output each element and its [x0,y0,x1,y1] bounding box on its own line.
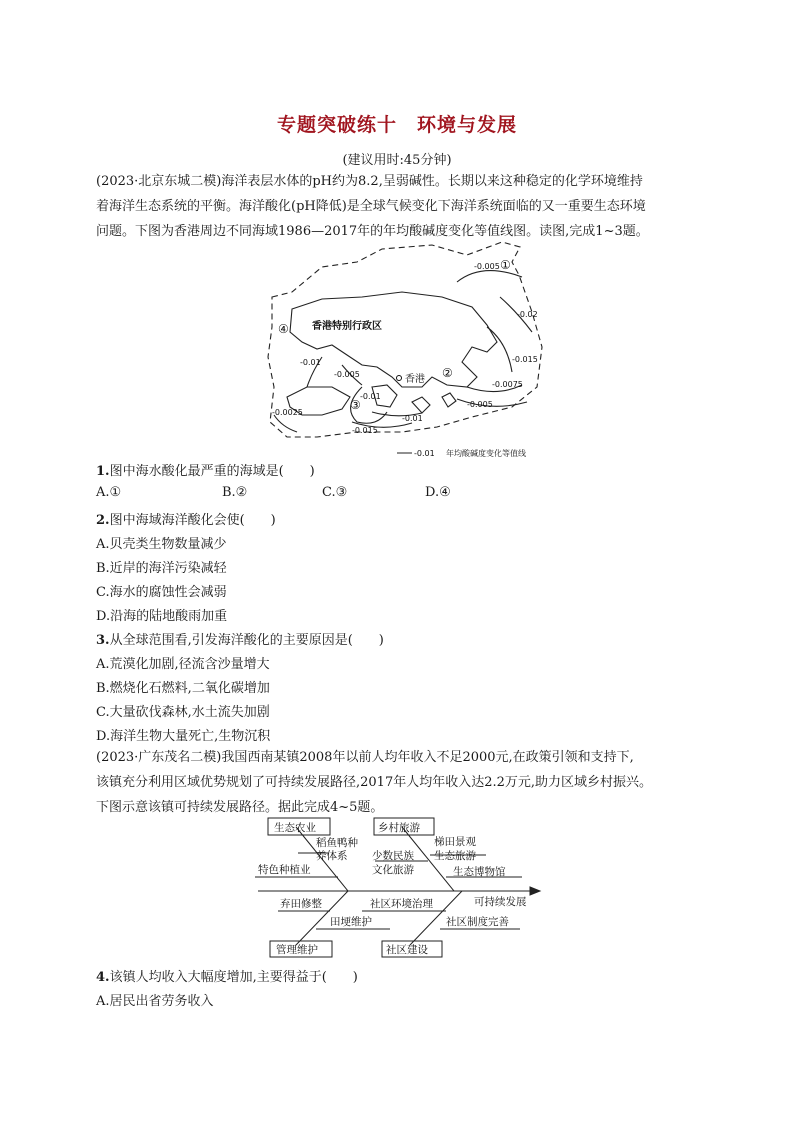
contour-line [487,327,512,372]
option[interactable]: C.③ [322,485,348,500]
city-marker [397,376,402,381]
legend-sample-value: -0.01 [414,449,435,458]
coastline [290,292,497,387]
option[interactable]: B.燃烧化石燃料,二氧化碳增加 [96,681,270,696]
label-waste-field: 弃田修整 [280,898,322,910]
question-stem: 图中海水酸化最严重的海域是( ) [109,464,315,479]
label-sustainable: 可持续发展 [474,896,527,908]
label-ridge: 田埂维护 [330,916,372,928]
zone-label: ③ [350,398,361,412]
contour-label: -0.01 [300,358,321,367]
question-stem: 图中海域海洋酸化会使( ) [109,513,276,528]
contour-line [274,415,297,432]
contour-label: -0.01 [402,414,423,423]
question-number: 1. [96,464,110,479]
option[interactable]: A.① [96,485,122,500]
label-rice-fish: 稻鱼鸭种 [316,837,358,849]
contour-label: -0.0025 [272,408,303,417]
question-number: 4. [96,970,110,985]
option[interactable]: A.居民出省劳务收入 [96,994,214,1009]
option[interactable]: D.沿海的陆地酸雨加重 [96,609,228,624]
contour-label: -0.02 [517,310,538,319]
option[interactable]: B.近岸的海洋污染减轻 [96,561,227,576]
question-2 [96,509,276,528]
sustainable-development-fishbone [250,815,550,960]
contour-label: -0.015 [352,426,378,435]
option[interactable]: C.海水的腐蚀性会减弱 [96,585,227,600]
question-stem: 从全球范围看,引发海洋酸化的主要原因是( ) [109,633,384,648]
option[interactable]: C.大量砍伐森林,水土流失加剧 [96,705,270,720]
intro-paragraph-1 [96,169,706,244]
zone-label: ② [442,366,453,380]
option[interactable]: B.② [222,485,248,500]
island [412,397,430,413]
intro2-line: 该镇充分利用区域优势规划了可持续发展路径,2017年人均年收入达2.2万元,助力区域乡村振兴。 [96,775,653,790]
label-community: 社区建设 [386,944,428,956]
label-eco-museum: 生态博物馆 [453,866,506,878]
question-stem: 该镇人均收入大幅度增加,主要得益于( ) [109,970,358,985]
intro2-line: 下图示意该镇可持续发展路径。据此完成4~5题。 [96,800,384,815]
contour-label: -0.005 [334,370,360,379]
zone-label: ④ [278,322,289,336]
suggested-time: (建议用时:45分钟) [342,153,452,168]
intro-paragraph-2 [96,745,706,820]
label-manage: 管理维护 [276,944,318,956]
label-eco-agri: 生态农业 [274,822,316,834]
contour-label: -0.0075 [492,380,523,389]
label-system: 社区制度完善 [446,916,509,928]
label-minority: 少数民族 [372,850,414,862]
question-number: 3. [96,633,110,648]
contour-line [457,271,522,282]
page-title: 专题突破练十 环境与发展 [276,114,517,136]
label-rural-tour: 乡村旅游 [378,822,420,834]
label-env-gov: 社区环境治理 [370,898,433,910]
intro1-line: 着海洋生态系统的平衡。海洋酸化(pH降低)是全球气候变化下海洋系统面临的又一重要生态环境 [96,199,646,214]
island [442,393,456,407]
contour-label: -0.005 [474,262,500,271]
option[interactable]: A.贝壳类生物数量减少 [96,537,227,552]
label-minority: 文化旅游 [372,864,414,876]
question-1 [96,460,315,479]
question-number: 2. [96,513,110,528]
question-3 [96,629,384,648]
label-terrace: 梯田景观 [434,836,476,848]
contour-label: -0.005 [467,400,493,409]
label-terrace: 生态旅游 [434,850,476,862]
intro2-line: (2023·广东茂名二模)我国西南某镇2008年以前人均年收入不足2000元,在政策引领和支持下, [96,750,634,765]
zone-label: ① [500,258,511,272]
label-special-plant: 特色种植业 [258,864,311,876]
option[interactable]: A.荒漠化加剧,径流含沙量增大 [96,657,270,672]
spine-arrowhead [530,887,540,895]
city-label: 香港 [405,374,425,385]
option[interactable]: D.海洋生物大量死亡,生物沉积 [96,729,271,744]
intro1-line: 问题。下图为香港周边不同海域1986—2017年的年均酸碱度变化等值线图。读图,完成1~3题。 [96,224,649,239]
contour-label: -0.01 [360,392,381,401]
contour-label: -0.015 [512,355,538,364]
option[interactable]: D.④ [425,485,451,500]
region-label: 香港特别行政区 [312,321,382,332]
intro1-line: (2023·北京东城二模)海洋表层水体的pH约为8.2,呈弱碱性。长期以来这种稳定的化学环境维持 [96,174,643,189]
legend-label: 年均酸碱度变化等值线 [446,449,526,458]
label-rice-fish: 养体系 [316,850,348,862]
question-4 [96,966,358,985]
hong-kong-contour-map [262,237,552,461]
